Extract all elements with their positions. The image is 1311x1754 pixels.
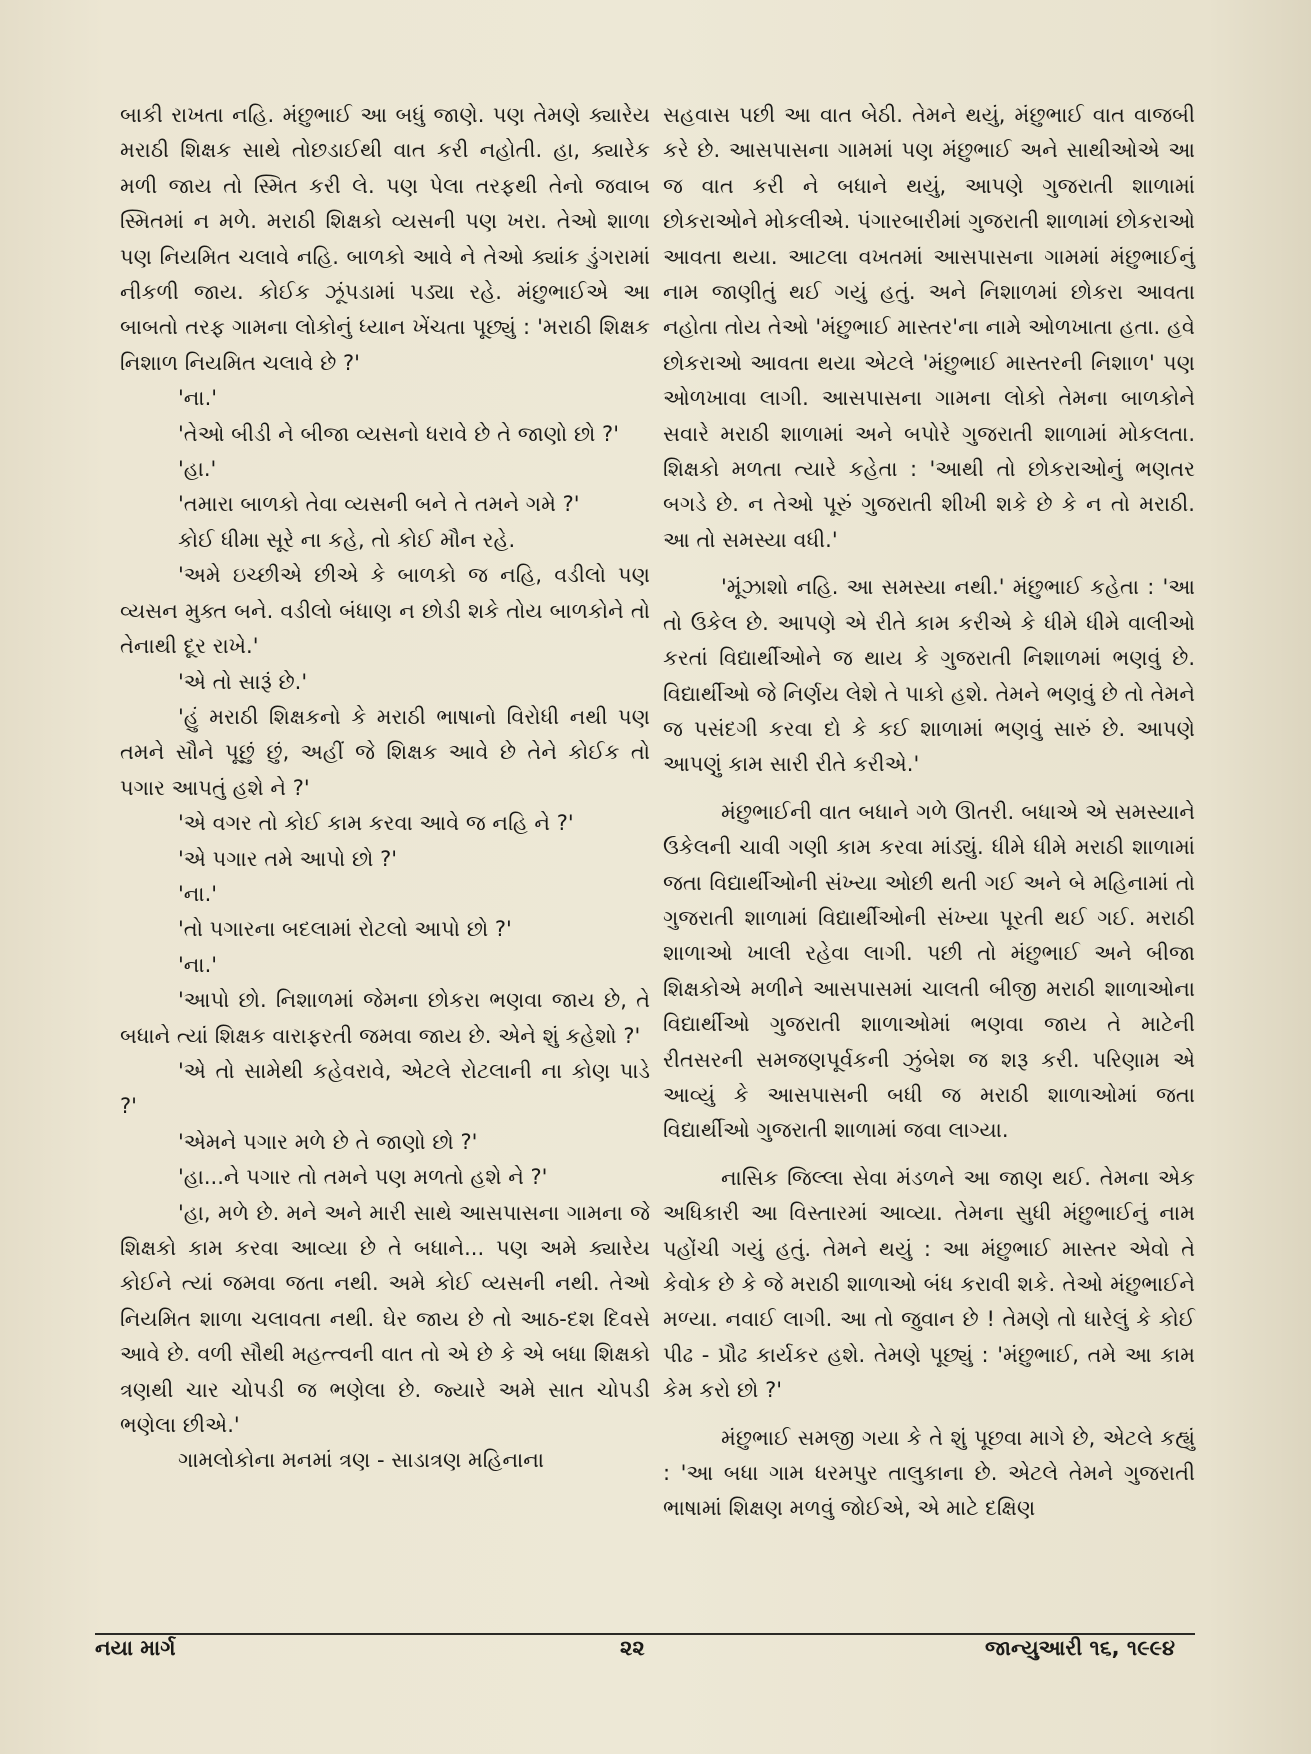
dialogue-line: 'એ વગર તો કોઈ કામ કરવા આવે જ નહિ ને ?' bbox=[178, 811, 574, 836]
dialogue-line: 'એમને પગાર મળે છે તે જાણો છો ?' bbox=[178, 1129, 478, 1154]
paragraph: બાકી રાખતા નહિ. મંછુભાઈ આ બધું જાણે. પણ તેમણે ક્યારેય મરાઠી શિક્ષક સાથે તોછડાઈથી વાત કરી નહોતી. હા, ક્યારેક મળી જાય તો સ્મિત કરી લે. પણ પેલા તરફથી તેનો જવાબ સ્મિતમાં ન મળે. મરાઠી શિક્ષકો વ્યસની પણ ખરા. તેઓ શાળા પણ નિયમિત ચલાવે નહિ. બાળકો આવે ને તેઓ ક્યાંક ડુંગરામાં નીકળી જાય. કોઈક ઝૂંપડામાં પડ્યા રહે. મંછુભાઈએ આ બાબતો તરફ ગામના લોકોનું ધ્યાન ખેંચતા પૂછ્યું : 'મરાઠી શિક્ષક નિશાળ નિયમિત ચલાવે છે ?' bbox=[120, 103, 650, 375]
paragraph: મંછુભાઈ સમજી ગયા કે તે શું પૂછવા માગે છે, એટલે કહ્યું : 'આ બધા ગામ ધરમપુર તાલુકાના છે. એટલે તેમને ગુજરાતી ભાષામાં શિક્ષણ મળવું જોઈએ, એ માટે દક્ષિણ bbox=[663, 1425, 1195, 1521]
dialogue-line: 'ના.' bbox=[178, 952, 218, 977]
dialogue-line: 'આપો છો. નિશાળમાં જેમના છોકરા ભણવા જાય છે, તે બધાને ત્યાં શિક્ષક વારાફરતી જમવા જાય છે. એને શું કહેશો ?' bbox=[120, 988, 650, 1048]
dialogue-line: 'એ તો સારૂં છે.' bbox=[178, 669, 308, 694]
dialogue-line: 'તો પગારના બદલામાં રોટલો આપો છો ?' bbox=[178, 917, 512, 942]
dialogue-line: 'હા...ને પગાર તો તમને પણ મળતો હશે ને ?' bbox=[178, 1165, 548, 1190]
dialogue-line: 'તેઓ બીડી ને બીજા વ્યસનો ધરાવે છે તે જાણો છો ?' bbox=[178, 421, 619, 446]
dialogue-line: 'અમે ઇચ્છીએ છીએ કે બાળકો જ નહિ, વડીલો પણ વ્યસન મુક્ત બને. વડીલો બંધાણ ન છોડી શકે તોય બાળકોને તો તેનાથી દૂર રાખે.' bbox=[120, 563, 650, 659]
paragraph: સહવાસ પછી આ વાત બેઠી. તેમને થયું, મંછુભાઈ વાત વાજબી કરે છે. આસપાસના ગામમાં પણ મંછુભાઈ અને સાથીઓએ આ જ વાત કરી ને બધાને થયું, આપણે ગુજરાતી શાળામાં છોકરાઓને મોકલીએ. પંગારબારીમાં ગુજરાતી શાળામાં છોકરાઓ આવતા થયા. આટલા વખતમાં આસપાસના ગામમાં મંછુભાઈનું નામ જાણીતું થઈ ગયું હતું. અને નિશાળમાં છોકરા આવતા નહોતા તોય તેઓ 'મંછુભાઈ માસ્તર'ના નામે ઓળખાતા હતા. હવે છોકરાઓ આવતા થયા એટલે 'મંછુભાઈ માસ્તરની નિશાળ' પણ ઓળખાવા લાગી. આસપાસના ગામના લોકો તેમના બાળકોને સવારે મરાઠી શાળામાં અને બપોરે ગુજરાતી શાળામાં મોકલતા. શિક્ષકો મળતા ત્યારે કહેતા : 'આથી તો છોકરાઓનું ભણતર બગડે છે. ન તેઓ પૂરું ગુજરાતી શીખી શકે છે કે ન તો મરાઠી. આ તો સમસ્યા વધી.' bbox=[663, 103, 1195, 552]
paragraph: મંછુભાઈની વાત બધાને ગળે ઊતરી. બધાએ એ સમસ્યાને ઉકેલની ચાવી ગણી કામ કરવા માંડ્યું. ધીમે ધીમે મરાઠી શાળામાં જતા વિદ્યાર્થીઓની સંખ્યા ઓછી થતી ગઈ અને બે મહિનામાં તો ગુજરાતી શાળામાં વિદ્યાર્થીઓની સંખ્યા પૂરતી થઈ ગઈ. મરાઠી શાળાઓ ખાલી રહેવા લાગી. પછી તો મંછુભાઈ અને બીજા શિક્ષકોએ મળીને આસપાસમાં ચાલતી બીજી મરાઠી શાળાઓના વિદ્યાર્થીઓ ગુજરાતી શાળાઓમાં ભણવા જાય તે માટેની રીતસરની સમજણપૂર્વકની ઝુંબેશ જ શરૂ કરી. પરિણામ એ આવ્યું કે આસપાસની બધી જ મરાઠી શાળાઓમાં જતા વિદ્યાર્થીઓ ગુજરાતી શાળામાં જવા લાગ્યા. bbox=[663, 799, 1195, 1143]
right-column bbox=[663, 98, 1195, 1527]
dialogue-line: 'તમારા બાળકો તેવા વ્યસની બને તે તમને ગમે ?' bbox=[178, 492, 580, 517]
paragraph: 'મૂંઝાશો નહિ. આ સમસ્યા નથી.' મંછુભાઈ કહેતા : 'આ તો ઉકેલ છે. આપણે એ રીતે કામ કરીએ કે ધીમે ધીમે વાલીઓ કરતાં વિદ્યાર્થીઓને જ થાય કે ગુજરાતી નિશાળમાં ભણવું છે. વિદ્યાર્થીઓ જે નિર્ણય લેશે તે પાકો હશે. તેમને ભણવું છે તો તેમને જ પસંદગી કરવા દો કે કઈ શાળામાં ભણવું સારું છે. આપણે આપણું કામ સારી રીતે કરીએ.' bbox=[663, 575, 1195, 777]
dialogue-line: 'હા, મળે છે. મને અને મારી સાથે આસપાસના ગામના જે શિક્ષકો કામ કરવા આવ્યા છે તે બધાને... પણ અમે ક્યારેય કોઈને ત્યાં જમવા જતા નથી. અમે કોઈ વ્યસની નથી. તેઓ નિયમિત શાળા ચલાવતા નથી. ઘેર જાય છે તો આઠ-દશ દિવસે આવે છે. વળી સૌથી મહત્ત્વની વાત તો એ છે કે એ બધા શિક્ષકો ત્રણથી ચાર ચોપડી જ ભણેલા છે. જ્યારે અમે સાત ચોપડી ભણેલા છીએ.' bbox=[120, 1200, 650, 1438]
dialogue-line: 'એ તો સામેથી કહેવરાવે, એટલે રોટલાની ના કોણ પાડે ?' bbox=[120, 1058, 650, 1119]
dialogue-line: 'ના.' bbox=[178, 881, 218, 906]
dialogue-line: 'એ પગાર તમે આપો છો ?' bbox=[178, 846, 398, 871]
magazine-name: નયા માર્ગ bbox=[95, 1636, 176, 1660]
issue-date: જાન્યુઆરી ૧૬, ૧૯૯૪ bbox=[985, 1636, 1176, 1660]
paragraph: નાસિક જિલ્લા સેવા મંડળને આ જાણ થઈ. તેમના એક અધિકારી આ વિસ્તારમાં આવ્યા. તેમના સુધી મંછુભાઈનું નામ પહોંચી ગયું હતું. તેમને થયું : આ મંછુભાઈ માસ્તર એવો તે કેવોક છે કે જે મરાઠી શાળાઓ બંધ કરાવી શકે. તેઓ મંછુભાઈને મળ્યા. નવાઈ લાગી. આ તો જુવાન છે ! તેમણે તો ધારેલું કે કોઈ પીઢ - પ્રૌઢ કાર્યકર હશે. તેમણે પૂછ્યું : 'મંછુભાઈ, તમે આ કામ કેમ કરો છો ?' bbox=[663, 1165, 1195, 1403]
dialogue-line: 'ના.' bbox=[178, 386, 218, 411]
paragraph: ગામલોકોના મનમાં ત્રણ - સાડાત્રણ મહિનાના bbox=[178, 1448, 545, 1473]
footer-divider bbox=[95, 1633, 1195, 1635]
dialogue-line: 'હું મરાઠી શિક્ષકનો કે મરાઠી ભાષાનો વિરોધી નથી પણ તમને સૌને પૂછું છું, અહીં જે શિક્ષક આવે છે તેને કોઈક તો પગાર આપતું હશે ને ?' bbox=[120, 704, 650, 800]
paragraph: કોઈ ધીમા સૂરે ના કહે, તો કોઈ મૌન રહે. bbox=[178, 527, 516, 552]
dialogue-line: 'હા.' bbox=[178, 457, 217, 482]
page-number: ૨૨ bbox=[620, 1636, 645, 1660]
left-column bbox=[120, 98, 650, 1479]
